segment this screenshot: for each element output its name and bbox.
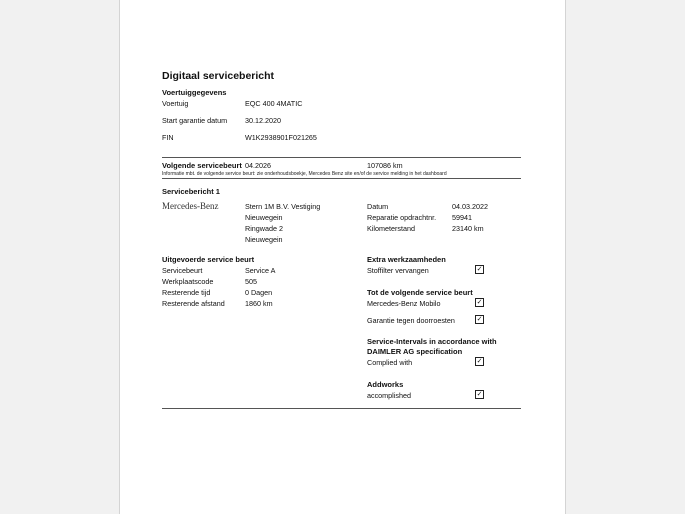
document-page [119,0,566,514]
complied-label: Complied with [367,358,413,367]
fin-label: FIN [162,133,174,142]
intervals-heading-2: DAIMLER AG specification [367,347,463,356]
remaining-time-value: 0 Dagen [245,288,273,297]
workshop-code-value: 505 [245,277,257,286]
order-number-label: Reparatie opdrachtnr. [367,213,437,222]
vehicle-value: EQC 400 4MATIC [245,99,303,108]
vehicle-heading: Voertuiggegevens [162,88,227,97]
divider [162,157,521,158]
dealer-place: Nieuwegein [245,235,283,244]
next-service-label: Volgende servicebeurt [162,161,242,170]
service-type-label: Servicebeurt [162,266,203,275]
extra-work-heading: Extra werkzaamheden [367,255,446,264]
remaining-time-label: Resterende tijd [162,288,211,297]
rust-warranty-label: Garantie tegen doorroesten [367,316,455,325]
intervals-heading-1: Service-Intervals in accordance with [367,337,497,346]
page-title: Digitaal servicebericht [162,70,275,82]
extra-work-checkbox[interactable]: ✓ [476,266,483,273]
workshop-code-label: Werkplaatscode [162,277,214,286]
extra-work-item: Stoffilter vervangen [367,266,429,275]
date-value: 04.03.2022 [452,202,488,211]
remaining-distance-label: Resterende afstand [162,299,225,308]
date-label: Datum [367,202,389,211]
dealer-city: Nieuwegein [245,213,283,222]
remaining-distance-value: 1860 km [245,299,273,308]
mercedes-benz-logo: Mercedes-Benz [162,201,219,211]
vehicle-label: Voertuig [162,99,189,108]
addworks-heading: Addworks [367,380,404,389]
warranty-start-value: 30.12.2020 [245,116,281,125]
next-service-note: Informatie mbt. de volgende service beurt: zie onderhoudsboekje, Mercedes Benz site en/of de service melding in het dashboard [162,171,447,177]
report-heading: Servicebericht 1 [162,187,220,196]
next-service-km: 107086 km [367,161,403,170]
mobilo-label: Mercedes-Benz Mobilo [367,299,441,308]
order-number-value: 59941 [452,213,472,222]
accomplished-checkbox[interactable]: ✓ [476,391,483,398]
divider [162,408,521,409]
dealer-street: Ringwade 2 [245,224,283,233]
accomplished-label: accomplished [367,391,411,400]
until-next-heading: Tot de volgende service beurt [367,288,473,297]
rust-warranty-checkbox[interactable]: ✓ [476,316,483,323]
mileage-value: 23140 km [452,224,484,233]
warranty-start-label: Start garantie datum [162,116,228,125]
next-service-date: 04.2026 [245,161,271,170]
service-type-value: Service A [245,266,276,275]
complied-checkbox[interactable]: ✓ [476,358,483,365]
performed-heading: Uitgevoerde service beurt [162,255,255,264]
divider [162,178,521,179]
mobilo-checkbox[interactable]: ✓ [476,299,483,306]
dealer-name: Stern 1M B.V. Vestiging [245,202,321,211]
fin-value: W1K2938901F021265 [245,133,317,142]
mileage-label: Kilometerstand [367,224,415,233]
